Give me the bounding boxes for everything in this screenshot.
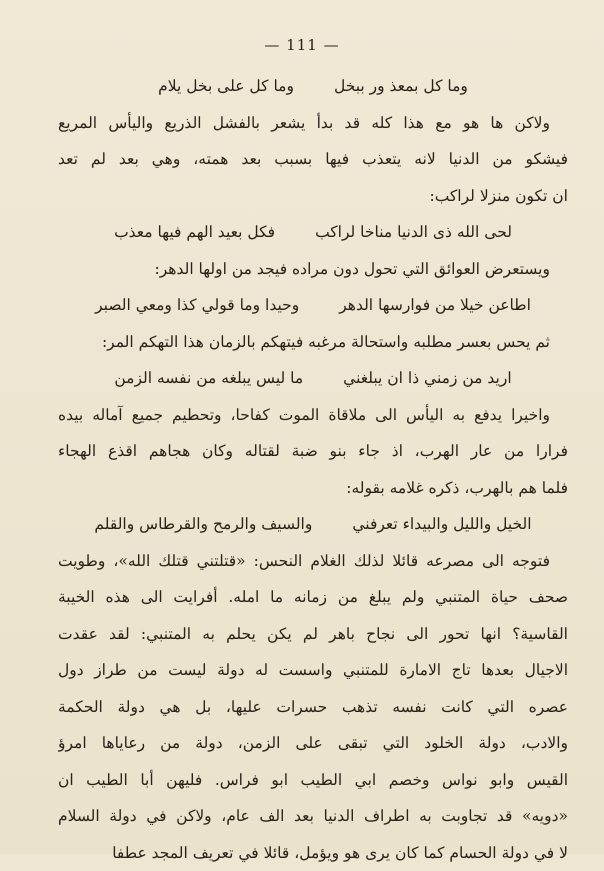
prose-line: فتوجه الى مصرعه قائلا لذلك الغلام النحس: «قتلتني قتلك الله»، وطويت [58,543,568,580]
verse-second-hemistich: وما كل على بخل يلام [158,68,294,105]
verse-second-hemistich: والسيف والرمح والقرطاس والقلم [94,506,312,543]
verse-first-hemistich: اريد من زمني ذا ان يبلغني [343,360,511,397]
verse-first-hemistich: اطاعن خيلا من فوارسها الدهر [339,287,531,324]
prose-line: «دويه» قد تجاوبت به اطراف الدنيا بعد الف عام، ولاكن في دولة السلام [58,798,568,835]
prose-line: القاسية؟ انها تحور الى نجاح باهر لم يكن يحلم به المتنبي: لقد عقدت [58,616,568,653]
verse-line [58,214,568,251]
verse-first-hemistich: لحى الله ذى الدنيا مناخا لراكب [315,214,512,251]
verse-second-hemistich: وحيدا وما قولي كذا ومعي الصبر [95,287,299,324]
prose-line: لا في دولة الحسام كما كان يرى هو ويؤمل، قائلا في تعريف المجد عطفا [58,835,568,871]
prose-line: فرارا من عار الهرب، اذ جاء بنو ضبة لقتاله وكان هجاهم اقذع الهجاء [58,433,568,470]
verse-line [58,68,568,105]
prose-line: ويستعرض العوائق التي تحول دون مراده فيجد من اولها الدهر: [58,251,568,288]
prose-line: صحف حياة المتنبي ولم يبلغ من زمانه ما امله. أفرايت الى هذه الخيبة [58,579,568,616]
prose-line: عصره التي كانت نفسه تذهب حسرات عليها، بل هي دولة الحكمة [58,689,568,726]
verse-second-hemistich: ما ليس يبلغه من نفسه الزمن [114,360,303,397]
prose-line: الاجيال بعدها تاج الامارة للمتنبي واسست له دولة ليست من طراز دول [58,652,568,689]
prose-line: ولاكن ها هو مع هذا كله قد بدأ يشعر بالفشل الذريع واليأس المريع [58,105,568,142]
text-block [58,68,568,871]
prose-line: ان تكون منزلا لراكب: [58,178,568,215]
verse-line [58,287,568,324]
verse-first-hemistich: الخيل والليل والبيداء تعرفني [352,506,531,543]
prose-line: فيشكو من الدنيا لانه يتعذب فيها بسبب بعد همته، وهي بعد لم تعد [58,141,568,178]
prose-line: ثم يحس بعسر مطلبه واستحالة مرغبه فيتهكم بالزمان هذا التهكم المر: [58,324,568,361]
verse-line [58,360,568,397]
verse-line [58,506,568,543]
prose-line: والادب، دولة الخلود التي تبقى على الزمن، دولة من رعاياها امرؤ [58,725,568,762]
prose-line: واخيرا يدفع به اليأس الى ملاقاة الموت كفاحا، وتحطيم جميع آماله بيده [58,397,568,434]
prose-line: فلما هم بالهرب، ذكره غلامه بقوله: [58,470,568,507]
prose-line: القيس وابو نواس وخصم ابي الطيب ابو فراس. فليهن أبا الطيب ان [58,762,568,799]
verse-second-hemistich: فكل بعيد الهم فيها معذب [114,214,275,251]
verse-first-hemistich: وما كل بمعذ ور ببخل [334,68,468,105]
page-number: — 111 — [0,36,604,54]
